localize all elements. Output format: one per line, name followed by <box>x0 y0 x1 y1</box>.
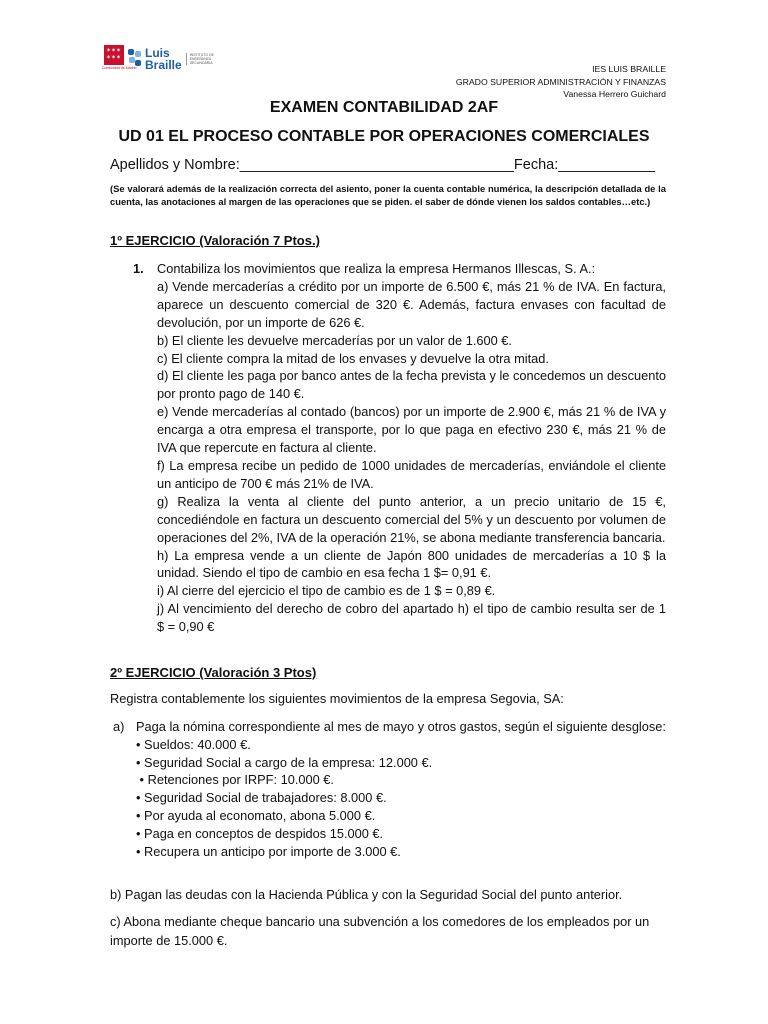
exercise1-body <box>110 260 666 636</box>
school-logo <box>104 44 214 74</box>
header-course: GRADO SUPERIOR ADMINISTRACIÓN Y FINANZAS <box>455 76 666 87</box>
exercise1-item: d) El cliente les paga por banco antes de la fecha prevista y le concedemos un descuento por pronto pago de 140 €. <box>157 368 666 402</box>
luis-braille-logo: Luis Braille INSTITUTO DE ENSEÑANZA SECUNDARIA <box>128 47 214 71</box>
exercise1-item: c) El cliente compra la mitad de los envases y devuelve la otra mitad. <box>157 350 549 366</box>
list-item: • Sueldos: 40.000 €. <box>136 736 251 752</box>
exercise1-item: a) Vende mercaderías a crédito por un importe de 6.500 €, más 21 % de IVA. En factura, aparece un descuento comercial de 320 €. Además, factura envases con facultad de devolución, por un importe de 626 €. <box>157 278 666 330</box>
exercise2-a-letter: a) <box>113 719 125 734</box>
list-item: • Seguridad Social de trabajadores: 8.000 €. <box>136 790 387 806</box>
exam-subtitle: UD 01 EL PROCESO CONTABLE POR OPERACIONES COMERCIALES <box>118 128 650 145</box>
exercise2-a-text: Paga la nómina correspondiente al mes de mayo y otros gastos, según el siguiente desglose: <box>136 719 666 734</box>
exercise1-item: e) Vende mercaderías al contado (bancos) por un importe de 2.900 €, más 21 % de IVA y encarga a otra empresa el transporte, por lo que paga en efectivo 230 €, más 21 % de IVA que repercute en factura al cliente. <box>157 404 666 456</box>
payroll-bullet-list <box>136 736 666 861</box>
exercise1-intro: Contabiliza los movimientos que realiza la empresa Hermanos Illescas, S. A.: <box>157 261 596 276</box>
exercise1-number: 1. <box>133 261 144 276</box>
exercise2-item-b: b) Pagan las deudas con la Hacienda Pública y con la Seguridad Social del punto anterior. <box>110 887 623 902</box>
exercise1-item: h) La empresa vende a un cliente de Japón 800 unidades de mercaderías a 10 $ la unidad. Siendo el tipo de cambio en esa fecha 1 $= 0,91 €. <box>157 547 666 581</box>
exercise2-heading: 2º EJERCICIO (Valoración 3 Ptos) <box>110 665 317 680</box>
exercise2-item-a <box>110 718 666 860</box>
exercise1-item: j) Al vencimiento del derecho de cobro del apartado h) el tipo de cambio resulta ser de 1 $ = 0,90 € <box>157 601 666 635</box>
list-item: • Recupera un anticipo por importe de 3.000 €. <box>136 843 401 859</box>
luis-braille-mark-icon <box>128 49 142 69</box>
grading-note: (Se valorará además de la realización correcta del asiento, poner la cuenta contable numérica, la descripción detallada de la cuenta, las anotaciones al margen de las operaciones que se piden. el saber de dónde vienen los saldos contables…etc.) <box>110 183 666 207</box>
header-info <box>456 63 666 101</box>
exercise1-item: f) La empresa recibe un pedido de 1000 unidades de mercaderías, enviándole el cliente un anticipo de 700 € más 21% de IVA. <box>157 457 666 491</box>
logo-name-line2: Braille <box>145 58 182 72</box>
exercise1-item: i) Al cierre del ejercicio el tipo de cambio es de 1 $ = 0,89 €. <box>157 583 496 599</box>
exercise1-heading: 1º EJERCICIO (Valoración 7 Ptos.) <box>110 233 320 248</box>
exercise1-item: g) Realiza la venta al cliente del punto anterior, a un precio unitario de 15 €, concediéndole en factura un descuento comercial del 5% y un descuento por volumen de operaciones del 2%, IVA de la operación 21%, se abona mediante transferencia bancaria. <box>157 493 666 545</box>
list-item: • Seguridad Social a cargo de la empresa: 12.000 €. <box>136 754 433 770</box>
exercise2-item-c: c) Abona mediante cheque bancario una subvención a los comedores de los empleados por un importe de 15.000 €. <box>110 914 650 948</box>
exercise2-intro: Registra contablemente los siguientes movimientos de la empresa Segovia, SA: <box>110 691 564 706</box>
name-date-line: Apellidos y Nombre:__________________________________Fecha:____________ <box>110 157 656 173</box>
logo-name-line1: Luis <box>145 46 170 60</box>
exam-title: EXAMEN CONTABILIDAD 2AF <box>269 99 499 116</box>
header-school: IES LUIS BRAILLE <box>592 64 666 74</box>
header-teacher: Vanessa Herrero Guichard <box>563 89 666 99</box>
comunidad-madrid-logo: ✶✶✶ ✶✶✶ Comunidad de Madrid <box>104 45 124 73</box>
list-item: • Retenciones por IRPF: 10.000 €. <box>136 772 334 788</box>
list-item: • Por ayuda al economato, abona 5.000 €. <box>136 807 376 823</box>
exercise1-item: b) El cliente les devuelve mercaderías por un valor de 1.600 €. <box>157 332 512 348</box>
list-item: • Paga en conceptos de despidos 15.000 €. <box>136 825 384 841</box>
